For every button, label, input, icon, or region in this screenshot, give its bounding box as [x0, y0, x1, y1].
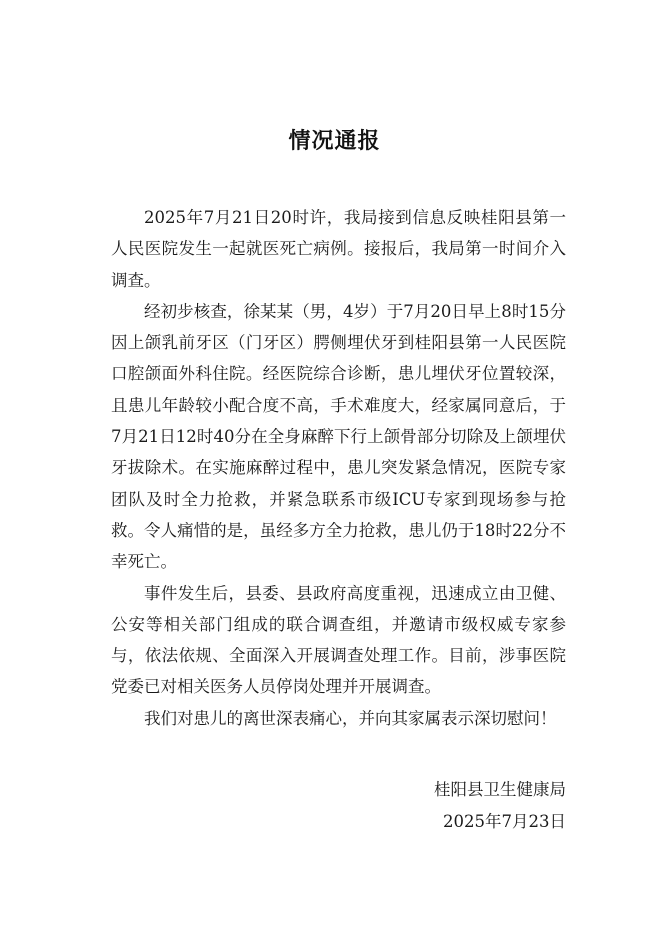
issuer-name: 桂阳县卫生健康局	[434, 780, 566, 799]
issue-date: 2025年7月23日	[443, 811, 566, 831]
paragraph-investigation: 事件发生后，县委、县政府高度重视，迅速成立由卫健、公安等相关部门组成的联合调查组，并邀请市级权威专家参与，依法依规、全面深入开展调查处理工作。目前，涉事医院党委已对相关医务人员停岗处理并开展调查。	[111, 583, 566, 697]
paragraph-report-received: 2025年7月21日20时许，我局接到信息反映桂阳县第一人民医院发生一起就医死亡病例。接报后，我局第一时间介入调查。	[111, 208, 566, 290]
document-body	[111, 202, 566, 734]
paragraph-condolences: 我们对患儿的离世深表痛心，并向其家属表示深切慰问！	[144, 708, 557, 728]
paragraph-preliminary-findings: 经初步核查，徐某某（男，4岁）于7月20日早上8时15分因上颌乳前牙区（门牙区）腭侧埋伏牙到桂阳县第一人民医院口腔颌面外科住院。经医院综合诊断，患儿埋伏牙位置较深，且患儿年龄较小配合度不高，手术难度大，经家属同意后，于7月21日12时40分在全身麻醉下行上颌骨部分切除及上颌埋伏牙拔除术。在实施麻醉过程中，患儿突发紧急情况，医院专家团队及时全力抢救，并紧急联系市级ICU专家到现场参与抢救。令人痛惜的是，虽经多方全力抢救，患儿仍于18时22分不幸死亡。	[111, 301, 566, 572]
document-title: 情况通报	[288, 128, 381, 154]
signature-block	[111, 774, 566, 837]
